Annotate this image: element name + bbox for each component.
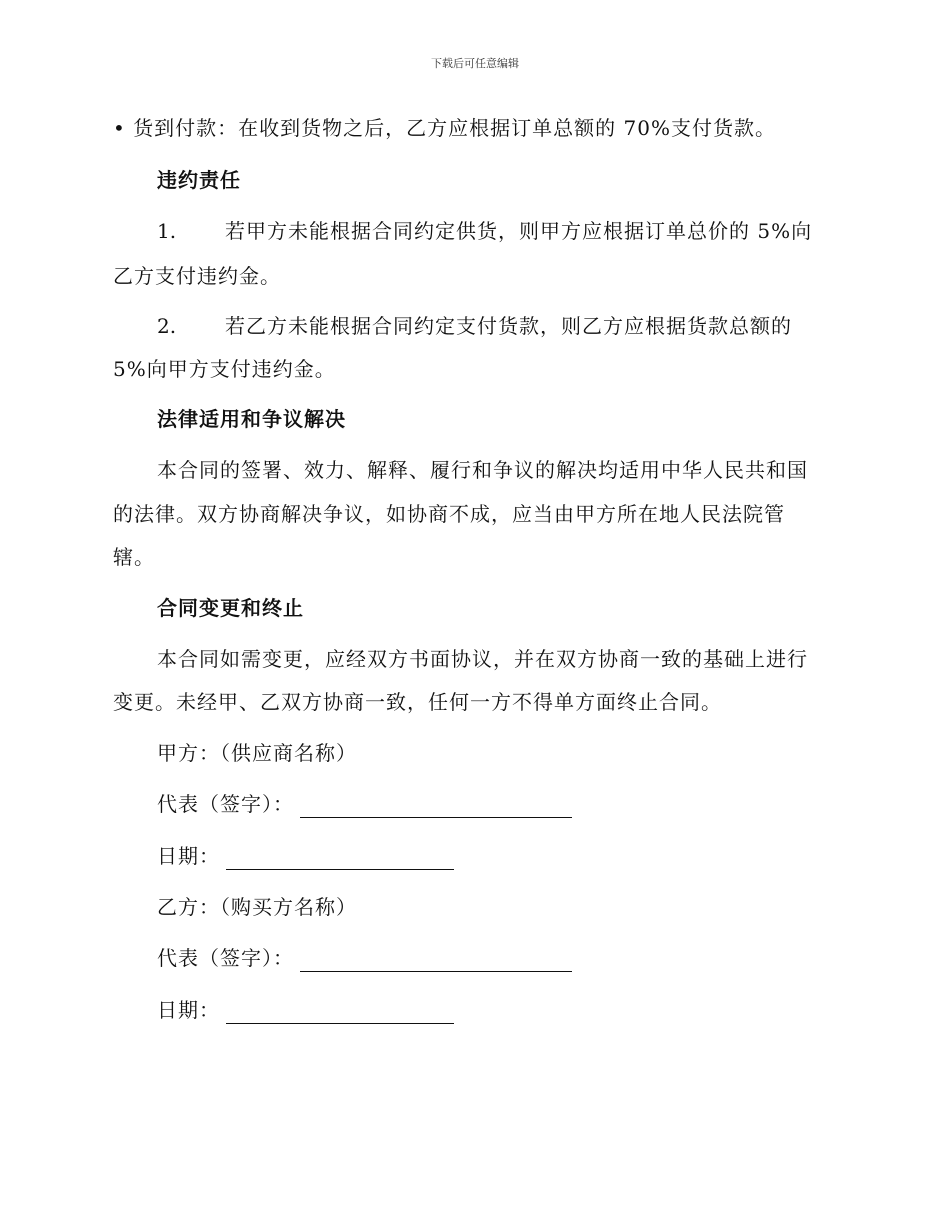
breach-item-1-line-1: [157, 217, 812, 245]
change-paragraph-line-2: 变更。未经甲、乙双方协商一致，任何一方不得单方面终止合同。: [113, 690, 722, 714]
payment-cod-clause: • 货到付款：在收到货物之后，乙方应根据订单总额的 70%支付货款。: [113, 116, 776, 140]
breach-item-2-text: 若乙方未能根据合同约定支付货款，则乙方应根据货款总额的: [225, 314, 792, 338]
page-header: 下载后可任意编辑: [431, 57, 519, 70]
party-b-date-label: 日期：: [157, 998, 220, 1022]
party-a-representative-label: 代表（签字）：: [157, 792, 294, 816]
law-heading: 法律适用和争议解决: [157, 407, 346, 431]
law-paragraph-line-1: 本合同的签署、效力、解释、履行和争议的解决均适用中华人民共和国: [157, 458, 808, 482]
party-a-date-label: 日期：: [157, 844, 220, 868]
party-a-date-line[interactable]: [226, 849, 454, 870]
party-b-signature-line[interactable]: [300, 951, 572, 972]
party-b-representative-row: [157, 944, 572, 972]
party-b-date-line[interactable]: [226, 1003, 454, 1024]
party-a-signature-line[interactable]: [300, 797, 572, 818]
party-a-date-row: [157, 842, 454, 870]
party-a-label: 甲方：（供应商名称）: [157, 741, 357, 765]
party-b-date-row: [157, 996, 454, 1024]
party-b-label: 乙方：（购买方名称）: [157, 895, 357, 919]
party-b-representative-label: 代表（签字）：: [157, 946, 294, 970]
breach-item-2-number: 2.: [157, 314, 177, 338]
party-a-representative-row: [157, 790, 572, 818]
change-paragraph-line-1: 本合同如需变更，应经双方书面协议，并在双方协商一致的基础上进行: [157, 647, 808, 671]
change-heading: 合同变更和终止: [157, 596, 304, 620]
breach-item-1-number: 1.: [157, 219, 177, 243]
breach-heading: 违约责任: [157, 168, 241, 192]
breach-item-2-line-1: [157, 312, 792, 340]
breach-item-1-text: 若甲方未能根据合同约定供货，则甲方应根据订单总价的 5%向: [225, 219, 813, 243]
law-paragraph-line-2: 的法律。双方协商解决争议，如协商不成，应当由甲方所在地人民法院管: [113, 502, 785, 526]
breach-item-1-line-2: 乙方支付违约金。: [113, 264, 281, 288]
law-paragraph-line-3: 辖。: [113, 545, 155, 569]
breach-item-2-line-2: 5%向甲方支付违约金。: [113, 357, 336, 381]
